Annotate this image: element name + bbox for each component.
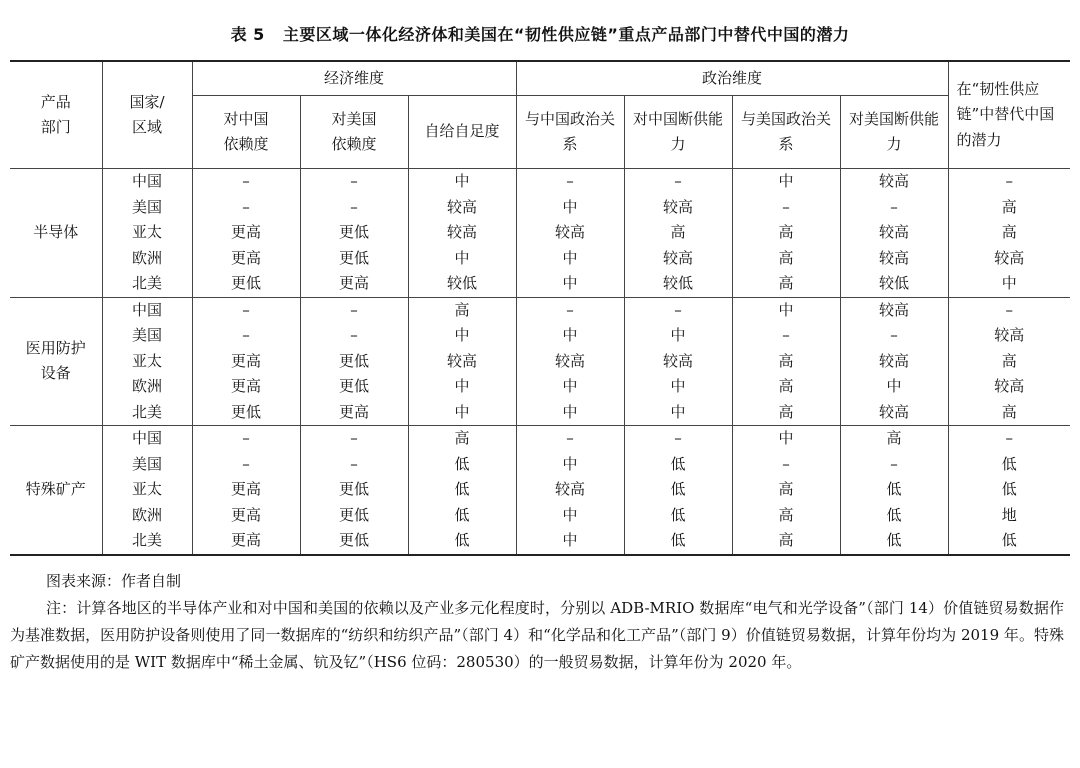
cell-pol-rel-china: 中 [516, 503, 624, 529]
cell-pol-rel-china: 较高 [516, 349, 624, 375]
comparison-table [10, 60, 1070, 556]
cell-pol-rel-us: 高 [732, 246, 840, 272]
table-title-text: 主要区域一体化经济体和美国在“韧性供应链”重点产品部门中替代中国的潜力 [282, 25, 850, 44]
cell-cutoff-china: – [624, 426, 732, 452]
table-row [10, 503, 1070, 529]
cell-dep-us: 更低 [300, 349, 408, 375]
cell-pol-rel-china: 中 [516, 374, 624, 400]
cell-dep-china: – [192, 426, 300, 452]
cell-cutoff-china: 较高 [624, 349, 732, 375]
table-title [10, 22, 1070, 48]
cell-dep-china: 更高 [192, 477, 300, 503]
cell-dep-us: 更低 [300, 477, 408, 503]
cell-cutoff-us: – [840, 323, 948, 349]
cell-country: 亚太 [102, 349, 192, 375]
cell-country: 北美 [102, 400, 192, 426]
cell-country: 北美 [102, 271, 192, 297]
cell-cutoff-us: 低 [840, 528, 948, 555]
cell-cutoff-china: 中 [624, 400, 732, 426]
cell-pol-rel-china: 中 [516, 452, 624, 478]
header-cutoff-us: 对美国断供能力 [840, 96, 948, 169]
table-row [10, 297, 1070, 323]
cell-pol-rel-us: 高 [732, 271, 840, 297]
cell-self-sufficiency: 较低 [408, 271, 516, 297]
cell-pol-rel-us: – [732, 323, 840, 349]
cell-pol-rel-china: 较高 [516, 477, 624, 503]
cell-cutoff-china: 较高 [624, 195, 732, 221]
cell-potential: – [948, 297, 1070, 323]
cell-country: 中国 [102, 426, 192, 452]
cell-dep-china: 更高 [192, 220, 300, 246]
cell-cutoff-us: 中 [840, 374, 948, 400]
cell-cutoff-us: – [840, 452, 948, 478]
cell-self-sufficiency: 较高 [408, 195, 516, 221]
cell-cutoff-china: 高 [624, 220, 732, 246]
table-row [10, 246, 1070, 272]
cell-pol-rel-us: – [732, 195, 840, 221]
cell-potential: 地 [948, 503, 1070, 529]
cell-cutoff-china: – [624, 297, 732, 323]
cell-self-sufficiency: 低 [408, 452, 516, 478]
cell-cutoff-china: 低 [624, 452, 732, 478]
chart-source: 图表来源：作者自制 [46, 571, 182, 590]
cell-pol-rel-us: 中 [732, 297, 840, 323]
cell-dep-china: 更高 [192, 246, 300, 272]
header-cutoff-china: 对中国断供能力 [624, 96, 732, 169]
cell-dep-china: 更高 [192, 528, 300, 555]
header-self-sufficiency: 自给自足度 [408, 96, 516, 169]
cell-country: 美国 [102, 195, 192, 221]
cell-dep-us: 更低 [300, 503, 408, 529]
cell-self-sufficiency: 高 [408, 297, 516, 323]
cell-cutoff-china: – [624, 169, 732, 195]
header-political-dimension: 政治维度 [516, 61, 948, 96]
product-cell: 特殊矿产 [10, 426, 102, 555]
cell-pol-rel-china: 中 [516, 528, 624, 555]
table-row [10, 323, 1070, 349]
cell-cutoff-us: 较高 [840, 246, 948, 272]
cell-dep-us: – [300, 426, 408, 452]
cell-dep-us: 更低 [300, 528, 408, 555]
cell-country: 欧洲 [102, 374, 192, 400]
cell-potential: – [948, 169, 1070, 195]
cell-potential: – [948, 426, 1070, 452]
header-pol-rel-china: 与中国政治关系 [516, 96, 624, 169]
cell-potential: 低 [948, 477, 1070, 503]
cell-pol-rel-china: – [516, 169, 624, 195]
cell-cutoff-us: 较高 [840, 400, 948, 426]
cell-dep-us: 更高 [300, 400, 408, 426]
table-row [10, 426, 1070, 452]
cell-cutoff-china: 较高 [624, 246, 732, 272]
cell-pol-rel-us: 高 [732, 220, 840, 246]
cell-potential: 高 [948, 220, 1070, 246]
cell-dep-us: – [300, 169, 408, 195]
cell-potential: 较高 [948, 374, 1070, 400]
cell-country: 中国 [102, 169, 192, 195]
header-potential: 在“韧性供应链”中替代中国的潜力 [948, 61, 1070, 169]
cell-cutoff-china: 低 [624, 503, 732, 529]
header-dep-china: 对中国依赖度 [192, 96, 300, 169]
cell-cutoff-us: – [840, 195, 948, 221]
cell-dep-china: 更高 [192, 374, 300, 400]
cell-potential: 较高 [948, 246, 1070, 272]
table-note: 注：计算各地区的半导体产业和对中国和美国的依赖以及产业多元化程度时，分别以 ADB-MRIO 数据库“电气和光学设备”（部门 14）价值链贸易数据作为基准数据，医用防护设备则使用了同一数据库的“纺织和纺织产品”（部门 4）和“化学品和化工产品”（部门 9）价值链贸易数据，计算年份均为 2019 年。特殊矿产数据使用的是 WIT 数据库中“稀土金属、钪及钇”（HS6 位码：280530）的一般贸易数据，计算年份为 2020 年。 [10, 598, 1064, 671]
cell-potential: 低 [948, 452, 1070, 478]
cell-cutoff-us: 较高 [840, 349, 948, 375]
cell-pol-rel-china: 中 [516, 323, 624, 349]
cell-cutoff-china: 中 [624, 323, 732, 349]
table-row [10, 349, 1070, 375]
cell-country: 亚太 [102, 477, 192, 503]
table-row [10, 271, 1070, 297]
table-row [10, 477, 1070, 503]
table-row [10, 528, 1070, 555]
header-dep-us: 对美国依赖度 [300, 96, 408, 169]
cell-cutoff-china: 较低 [624, 271, 732, 297]
cell-pol-rel-us: 高 [732, 528, 840, 555]
cell-pol-rel-china: – [516, 426, 624, 452]
cell-dep-us: 更低 [300, 246, 408, 272]
cell-dep-china: – [192, 297, 300, 323]
cell-dep-china: – [192, 323, 300, 349]
table-row [10, 452, 1070, 478]
cell-dep-us: – [300, 323, 408, 349]
cell-dep-us: 更低 [300, 220, 408, 246]
cell-dep-china: – [192, 452, 300, 478]
cell-dep-us: 更低 [300, 374, 408, 400]
cell-self-sufficiency: 中 [408, 400, 516, 426]
cell-cutoff-us: 较高 [840, 169, 948, 195]
cell-self-sufficiency: 低 [408, 528, 516, 555]
cell-potential: 较高 [948, 323, 1070, 349]
cell-dep-china: 更低 [192, 400, 300, 426]
cell-dep-us: – [300, 297, 408, 323]
product-cell: 半导体 [10, 169, 102, 298]
cell-potential: 高 [948, 349, 1070, 375]
table-row [10, 400, 1070, 426]
cell-country: 美国 [102, 452, 192, 478]
cell-potential: 高 [948, 195, 1070, 221]
cell-cutoff-us: 较高 [840, 297, 948, 323]
cell-dep-china: 更高 [192, 503, 300, 529]
cell-dep-china: 更高 [192, 349, 300, 375]
cell-dep-china: – [192, 195, 300, 221]
cell-self-sufficiency: 中 [408, 323, 516, 349]
cell-dep-us: 更高 [300, 271, 408, 297]
cell-self-sufficiency: 较高 [408, 220, 516, 246]
cell-country: 中国 [102, 297, 192, 323]
cell-pol-rel-us: 中 [732, 169, 840, 195]
table-row [10, 374, 1070, 400]
cell-pol-rel-us: 高 [732, 374, 840, 400]
cell-potential: 高 [948, 400, 1070, 426]
cell-dep-china: – [192, 169, 300, 195]
header-country: 国家/区域 [102, 61, 192, 169]
cell-pol-rel-china: 中 [516, 246, 624, 272]
cell-cutoff-us: 较高 [840, 220, 948, 246]
cell-pol-rel-us: 高 [732, 477, 840, 503]
table-row [10, 195, 1070, 221]
table-row [10, 169, 1070, 195]
cell-self-sufficiency: 较高 [408, 349, 516, 375]
cell-pol-rel-china: 较高 [516, 220, 624, 246]
cell-cutoff-china: 低 [624, 477, 732, 503]
cell-cutoff-us: 低 [840, 477, 948, 503]
header-product: 产品部门 [40, 92, 71, 136]
cell-pol-rel-us: 高 [732, 349, 840, 375]
table-number: 表 5 [230, 25, 265, 44]
cell-dep-china: 更低 [192, 271, 300, 297]
cell-cutoff-china: 中 [624, 374, 732, 400]
cell-self-sufficiency: 低 [408, 477, 516, 503]
cell-cutoff-china: 低 [624, 528, 732, 555]
cell-potential: 低 [948, 528, 1070, 555]
cell-pol-rel-china: 中 [516, 400, 624, 426]
cell-self-sufficiency: 中 [408, 246, 516, 272]
cell-pol-rel-us: 中 [732, 426, 840, 452]
cell-dep-us: – [300, 452, 408, 478]
cell-pol-rel-china: 中 [516, 271, 624, 297]
cell-dep-us: – [300, 195, 408, 221]
cell-self-sufficiency: 中 [408, 374, 516, 400]
cell-country: 美国 [102, 323, 192, 349]
product-cell: 医用防护设备 [10, 297, 102, 426]
cell-country: 北美 [102, 528, 192, 555]
header-economic-dimension: 经济维度 [192, 61, 516, 96]
cell-pol-rel-china: 中 [516, 195, 624, 221]
cell-country: 欧洲 [102, 246, 192, 272]
cell-self-sufficiency: 低 [408, 503, 516, 529]
cell-pol-rel-us: – [732, 452, 840, 478]
cell-self-sufficiency: 中 [408, 169, 516, 195]
cell-pol-rel-us: 高 [732, 400, 840, 426]
notes [10, 568, 1070, 676]
table-body [10, 169, 1070, 555]
cell-cutoff-us: 较低 [840, 271, 948, 297]
cell-pol-rel-china: – [516, 297, 624, 323]
cell-cutoff-us: 低 [840, 503, 948, 529]
header-pol-rel-us: 与美国政治关系 [732, 96, 840, 169]
cell-country: 欧洲 [102, 503, 192, 529]
table-row [10, 220, 1070, 246]
cell-cutoff-us: 高 [840, 426, 948, 452]
cell-pol-rel-us: 高 [732, 503, 840, 529]
cell-country: 亚太 [102, 220, 192, 246]
cell-potential: 中 [948, 271, 1070, 297]
cell-self-sufficiency: 高 [408, 426, 516, 452]
